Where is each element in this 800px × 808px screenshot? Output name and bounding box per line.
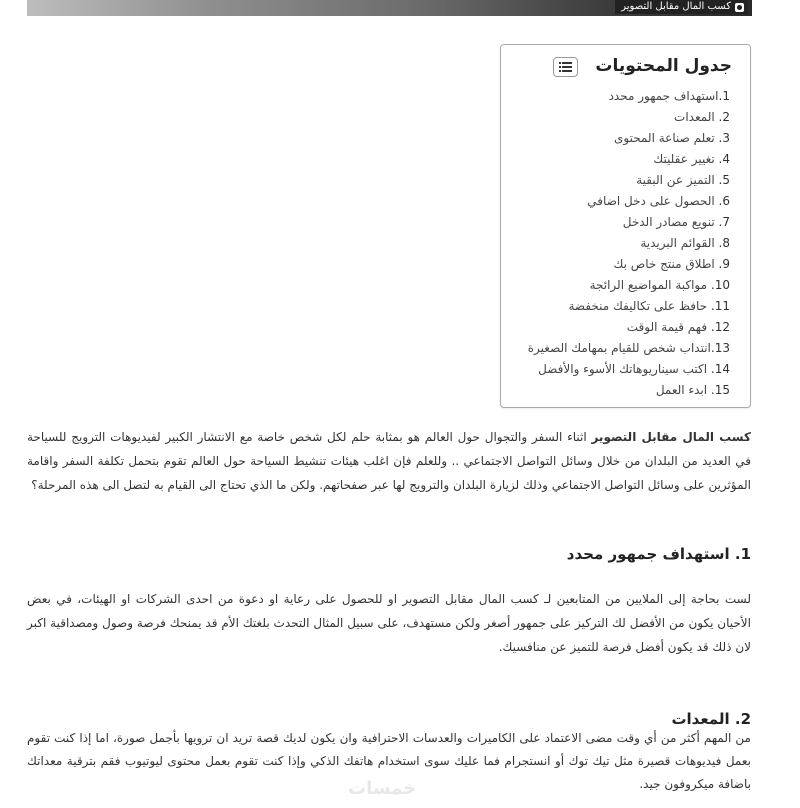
toc-item[interactable]: 15. ابدء العمل	[655, 383, 730, 397]
image-caption	[615, 0, 748, 14]
toc-item[interactable]: 2. المعدات	[674, 110, 730, 124]
intro-paragraph	[27, 425, 751, 497]
toc-list	[528, 86, 730, 401]
toc-title: جدول المحتويات	[595, 56, 732, 76]
toc-item[interactable]: 13.انتداب شخص للقيام بمهامك الصغيرة	[527, 341, 730, 355]
toc-item[interactable]: 3. تعلم صناعة المحتوى	[614, 131, 730, 145]
camera-icon	[735, 3, 744, 12]
toc-item[interactable]: 14. اكتب سيناريوهاتك الأسوء والأفضل	[538, 362, 730, 376]
toc-item[interactable]: 1.استهداف جمهور محدد	[608, 89, 730, 103]
toc-item[interactable]: 11. حافظ على تكاليفك منخفضة	[568, 299, 730, 313]
site-watermark: خمسات	[348, 778, 417, 799]
section-heading-1: 1. استهداف جمهور محدد	[566, 545, 751, 563]
toc-item[interactable]: 6. الحصول على دخل اضافي	[587, 194, 730, 208]
list-icon	[559, 62, 572, 72]
toc-item[interactable]: 5. التميز عن البقية	[636, 173, 730, 187]
toc-item[interactable]: 10. مواكبة المواضيع الرائجة	[589, 278, 730, 292]
toc-item[interactable]: 7. تنويع مصادر الدخل	[622, 215, 730, 229]
section-heading-2: 2. المعدات	[671, 710, 751, 728]
toc-item[interactable]: 9. اطلاق منتج خاص بك	[613, 257, 730, 271]
toc-item[interactable]: 8. القوائم البريدية	[640, 236, 730, 250]
section-2-text: من المهم أكثر من أي وقت مضى الاعتماد على الكاميرات والعدسات الاحترافية وان يكون لديك قصة تريد ان ترويها بأجمل صورة، اما إذا كنت تقوم بعمل فيديوهات قصيرة مثل تيك توك أو انستجرام فما عليك سوى استخدام هاتفك الذكي وإذا كنت تقوم بعمل محتوى ليوتيوب فقم بترقية معداتك باضافة ميكروفون جيد.	[27, 731, 751, 791]
image-caption-text: كسب المال مقابل التصوير	[621, 1, 731, 12]
table-of-contents	[500, 44, 751, 408]
section-1-paragraph	[27, 587, 751, 659]
section-1-text: لست بحاجة إلى الملايين من المتابعين لـ كسب المال مقابل التصوير او للحصول على رعاية او دعوة من احدى الشركات او الهيئات، في بعض الأحيان يكون من الأفضل لك التركيز على جمهور أصغر ولكن مستهدف، على سبيل المثال التحدث بلغتك الأم قد يمنحك فرصة وصول ومصداقية اكبر لان ذلك قد يكون أفضل فرصة للتميز عن منافسيك.	[27, 592, 751, 654]
toc-item[interactable]: 12. فهم قيمة الوقت	[626, 320, 730, 334]
toc-toggle-button[interactable]	[553, 57, 578, 77]
toc-item[interactable]: 4. تغيير عقليتك	[653, 152, 730, 166]
intro-text: اثناء السفر والتجوال حول العالم هو بمثابة حلم لكل شخص خاصة مع الانتشار الكبير لفيديوهات الترويج للسياحة في العديد من البلدان من خلال وسائل التواصل الاجتماعي .. وللعلم فإن اغلب هيئات تنشيط السياحة حول العالم تقوم بتحمل تكلفة السفر واقامة المؤثرين على وسائل التواصل الاجتماعي وذلك لزيارة البلدان والترويج لها عبر صفحاتهم. ولكن ما الذي تحتاج الى القيام به لتصل الى هذه المرحلة؟	[27, 430, 751, 492]
header-image	[27, 0, 752, 16]
intro-bold-lead: كسب المال مقابل التصوير	[591, 430, 751, 444]
